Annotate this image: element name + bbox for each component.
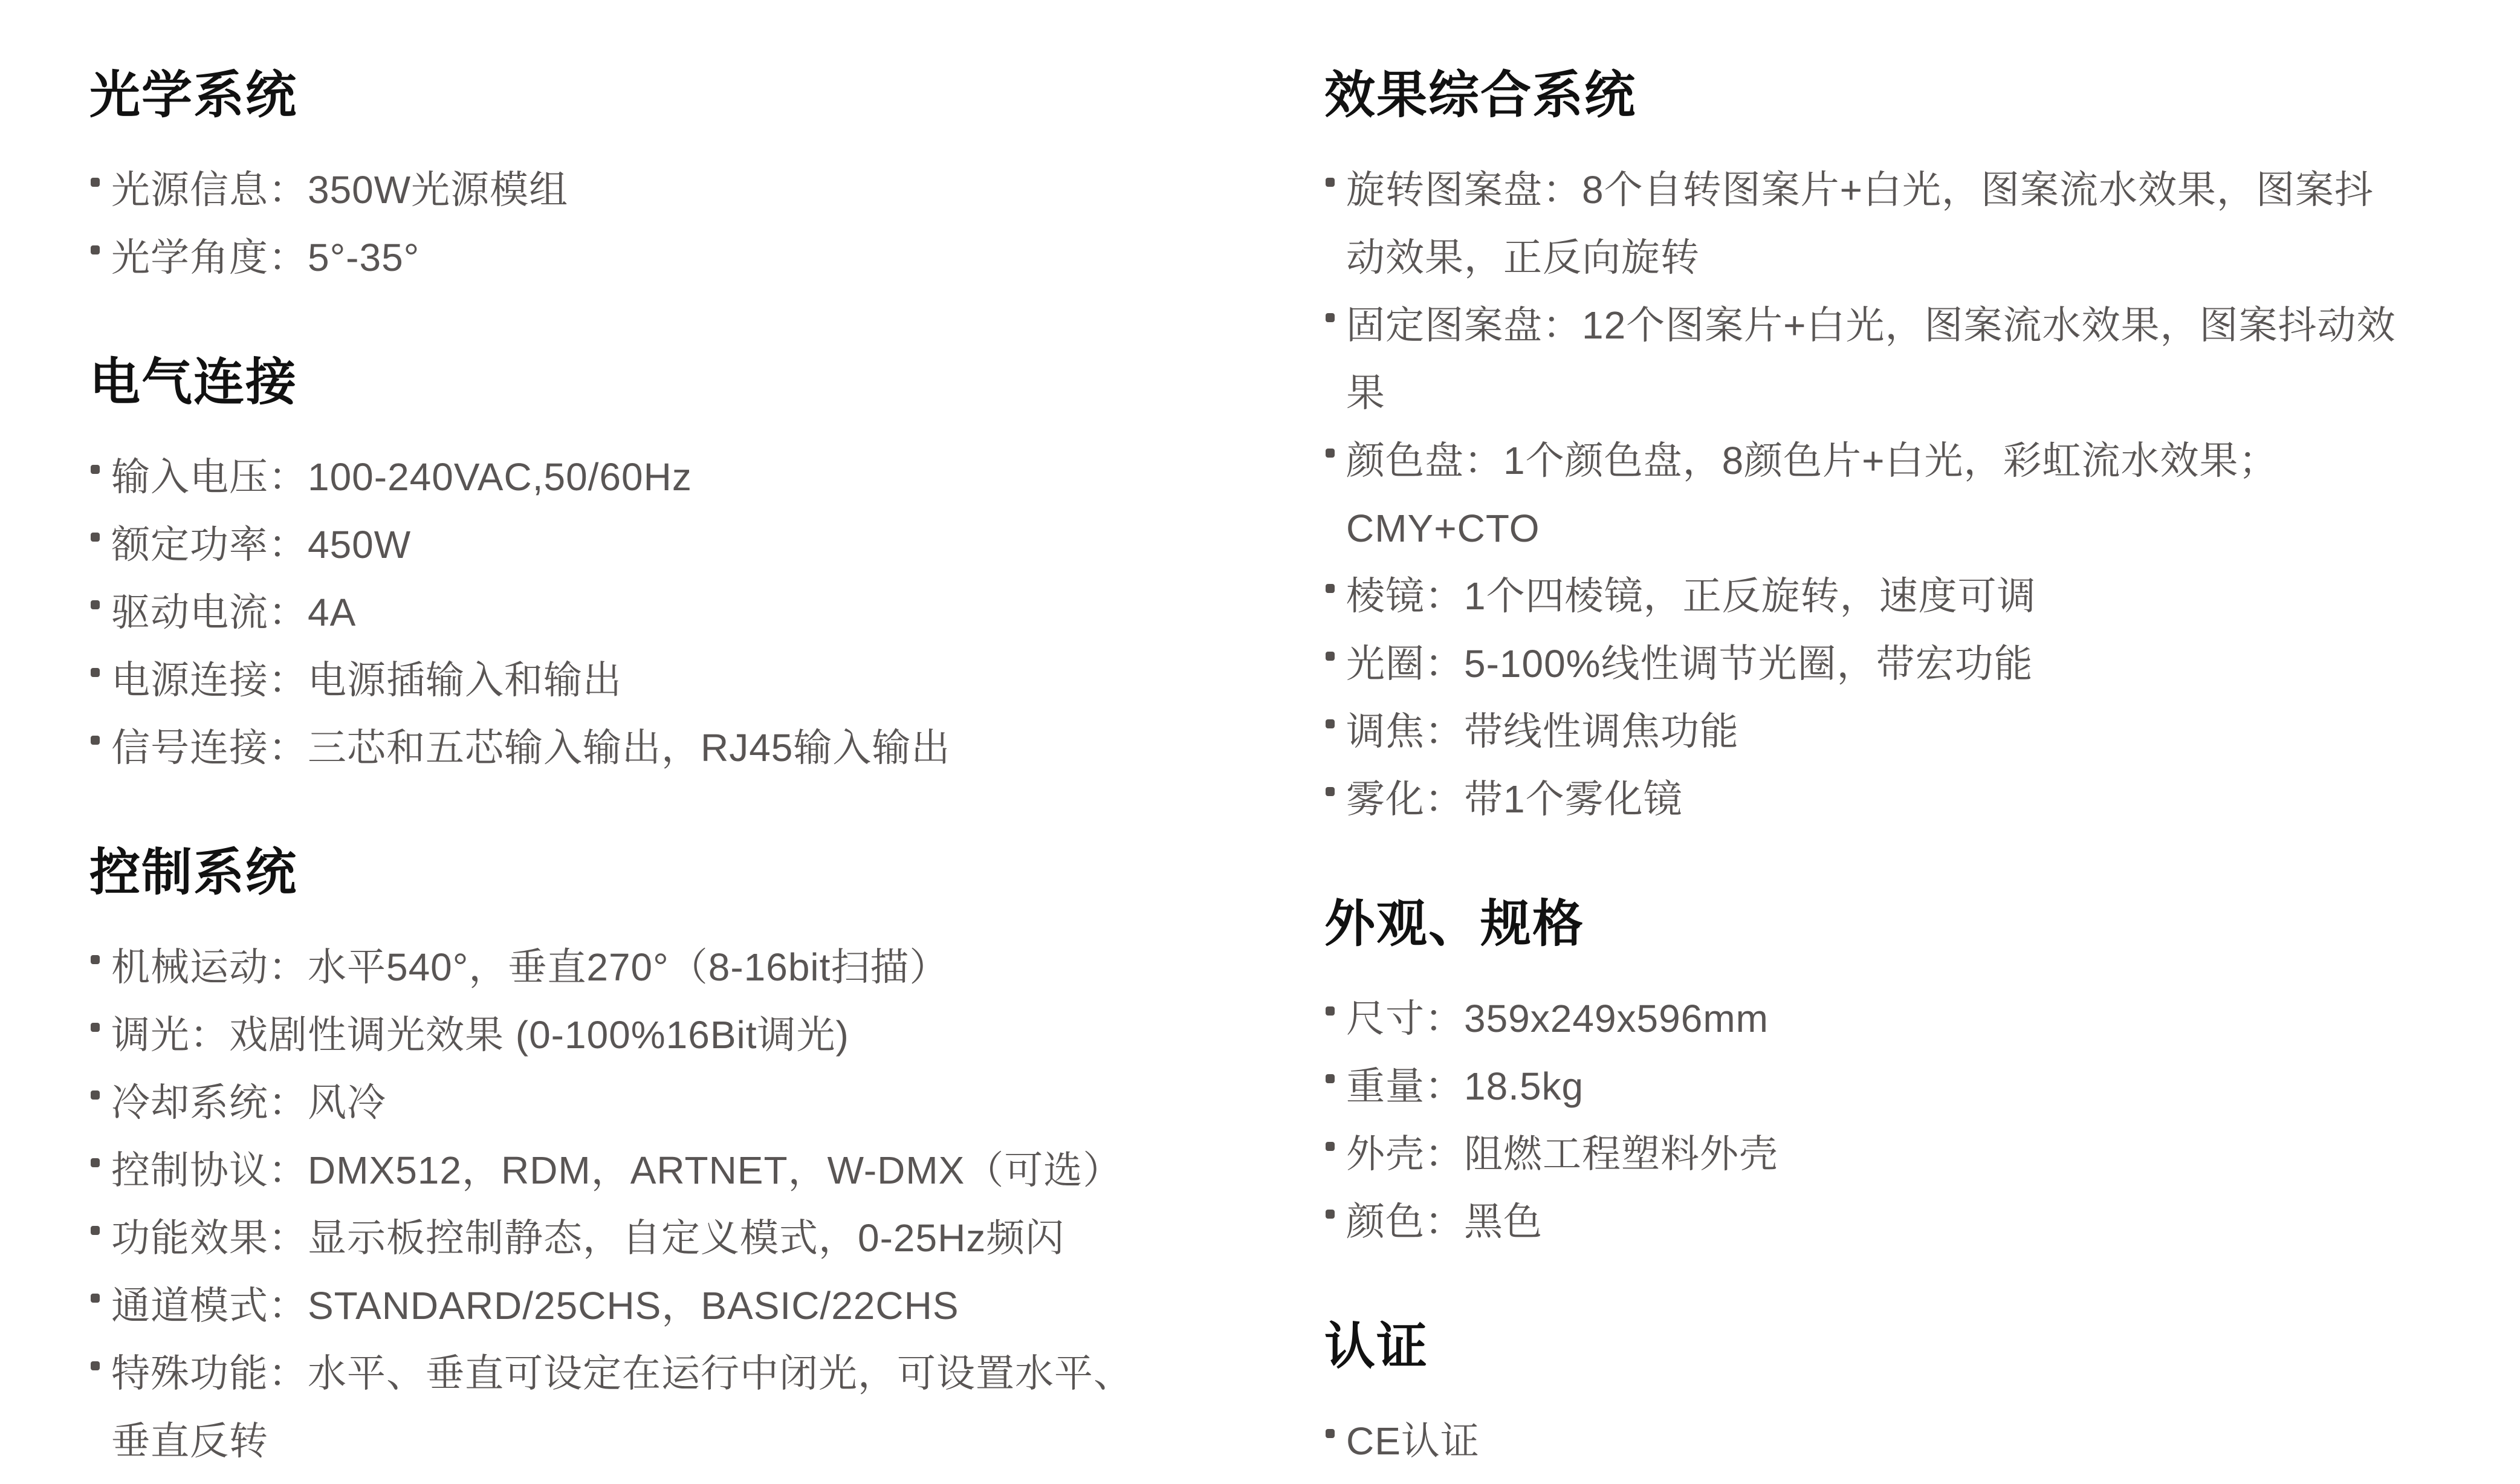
section-title: 光学系统 (89, 66, 298, 123)
spec-item (89, 646, 1238, 714)
spec-line: 调光：戏剧性调光效果 (0-100%16Bit调光) (111, 1013, 849, 1057)
spec-item (89, 1272, 1238, 1340)
spec-line: 光源信息：350W光源模组 (111, 168, 569, 212)
spec-item (1324, 562, 2485, 630)
spec-line: 重量：18.5kg (1346, 1064, 1584, 1108)
spec-item (1324, 427, 2485, 562)
spec-item (1324, 630, 2485, 698)
spec-line: 冷却系统：风冷 (111, 1081, 386, 1124)
spec-line: 信号连接：三芯和五芯输入输出，RJ45输入输出 (111, 726, 951, 770)
bullet-icon (1326, 1006, 1335, 1016)
spec-line: 特殊功能：水平、垂直可设定在运行中闭光，可设置水平、 (111, 1352, 1133, 1395)
bullet-icon (91, 533, 100, 542)
bullet-icon (91, 1361, 100, 1370)
spec-line: 尺寸：359x249x596mm (1346, 997, 1769, 1040)
spec-list (1324, 156, 2485, 833)
spec-line: 调焦：带线性调焦功能 (1346, 710, 1739, 753)
spec-line: 光圈：5-100%线性调节光圈，带宏功能 (1346, 642, 2033, 685)
spec-column-right (1324, 63, 2485, 1475)
spec-item (1324, 765, 2485, 833)
bullet-icon (91, 245, 100, 254)
bullet-icon (1326, 178, 1335, 187)
spec-column-left (89, 63, 1238, 1475)
spec-line: 通道模式：STANDARD/25CHS，BASIC/22CHS (111, 1284, 959, 1327)
bullet-icon (91, 600, 100, 609)
spec-section (1324, 1315, 2485, 1475)
spec-line: 功能效果：显示板控制静态，自定义模式，0-25Hz频闪 (111, 1216, 1065, 1260)
spec-line: 垂直反转 (111, 1419, 268, 1463)
spec-list (89, 156, 1238, 291)
spec-line: 光学角度：5°-35° (111, 236, 420, 279)
spec-line: 旋转图案盘：8个自转图案片+白光，图案流水效果，图案抖 (1346, 168, 2374, 212)
spec-line: 雾化：带1个雾化镜 (1346, 777, 1683, 821)
spec-line: 动效果，正反向旋转 (1346, 236, 1700, 279)
section-title: 控制系统 (89, 844, 298, 901)
spec-list (1324, 985, 2485, 1256)
spec-item (1324, 1407, 2485, 1475)
bullet-icon (1326, 652, 1335, 661)
spec-item (1324, 1188, 2485, 1256)
bullet-icon (91, 955, 100, 964)
spec-item (1324, 1052, 2485, 1120)
spec-section (89, 841, 1238, 1475)
bullet-icon (91, 465, 100, 474)
spec-item (89, 1136, 1238, 1204)
spec-item (89, 511, 1238, 578)
bullet-icon (1326, 313, 1335, 322)
bullet-icon (1326, 1210, 1335, 1219)
bullet-icon (1326, 787, 1335, 796)
spec-line: 额定功率：450W (111, 523, 412, 566)
section-title: 电气连接 (89, 354, 298, 410)
bullet-icon (91, 736, 100, 745)
bullet-icon (91, 1023, 100, 1032)
bullet-icon (1326, 719, 1335, 728)
bullet-icon (1326, 1074, 1335, 1083)
bullet-icon (91, 1294, 100, 1303)
spec-line: 电源连接：电源插输入和输出 (111, 658, 622, 702)
spec-item (89, 156, 1238, 224)
spec-line: CMY+CTO (1346, 507, 1540, 550)
spec-section (1324, 63, 2485, 833)
spec-line: 控制协议：DMX512，RDM，ARTNET，W-DMX（可选） (111, 1149, 1122, 1192)
bullet-icon (1326, 584, 1335, 593)
bullet-icon (91, 1158, 100, 1167)
spec-item (89, 714, 1238, 782)
spec-item (89, 1340, 1238, 1475)
spec-section (89, 351, 1238, 782)
spec-item (89, 1001, 1238, 1069)
section-title: 外观、规格 (1324, 895, 1585, 952)
section-title: 认证 (1324, 1318, 1429, 1375)
spec-item (1324, 156, 2485, 291)
spec-line: 果 (1346, 371, 1385, 415)
spec-list (1324, 1407, 2485, 1475)
section-title: 效果综合系统 (1324, 66, 1637, 123)
spec-list (89, 933, 1238, 1475)
spec-item (89, 443, 1238, 511)
spec-item (89, 1069, 1238, 1136)
spec-line: 颜色盘：1个颜色盘，8颜色片+白光，彩虹流水效果； (1346, 439, 2278, 482)
bullet-icon (1326, 1142, 1335, 1151)
bullet-icon (1326, 449, 1335, 458)
spec-item (1324, 1120, 2485, 1188)
spec-line: 输入电压：100-240VAC,50/60Hz (111, 455, 692, 499)
spec-section (89, 63, 1238, 291)
spec-line: CE认证 (1346, 1419, 1480, 1463)
spec-line: 外壳：阻燃工程塑料外壳 (1346, 1132, 1778, 1176)
spec-section (1324, 892, 2485, 1256)
spec-line: 棱镜：1个四棱镜，正反旋转，速度可调 (1346, 574, 2036, 618)
spec-line: 机械运动：水平540°，垂直270°（8-16bit扫描） (111, 945, 949, 989)
bullet-icon (91, 1226, 100, 1235)
bullet-icon (1326, 1429, 1335, 1438)
spec-item (1324, 291, 2485, 427)
spec-list (89, 443, 1238, 782)
spec-item (89, 933, 1238, 1001)
bullet-icon (91, 668, 100, 677)
spec-item (1324, 698, 2485, 765)
spec-item (89, 578, 1238, 646)
spec-item (89, 1204, 1238, 1272)
bullet-icon (91, 178, 100, 187)
spec-item (1324, 985, 2485, 1052)
spec-line: 驱动电流：4A (111, 591, 357, 634)
spec-line: 颜色：黑色 (1346, 1200, 1543, 1243)
spec-item (89, 224, 1238, 291)
spec-line: 固定图案盘：12个图案片+白光，图案流水效果，图案抖动效 (1346, 303, 2396, 347)
bullet-icon (91, 1090, 100, 1100)
